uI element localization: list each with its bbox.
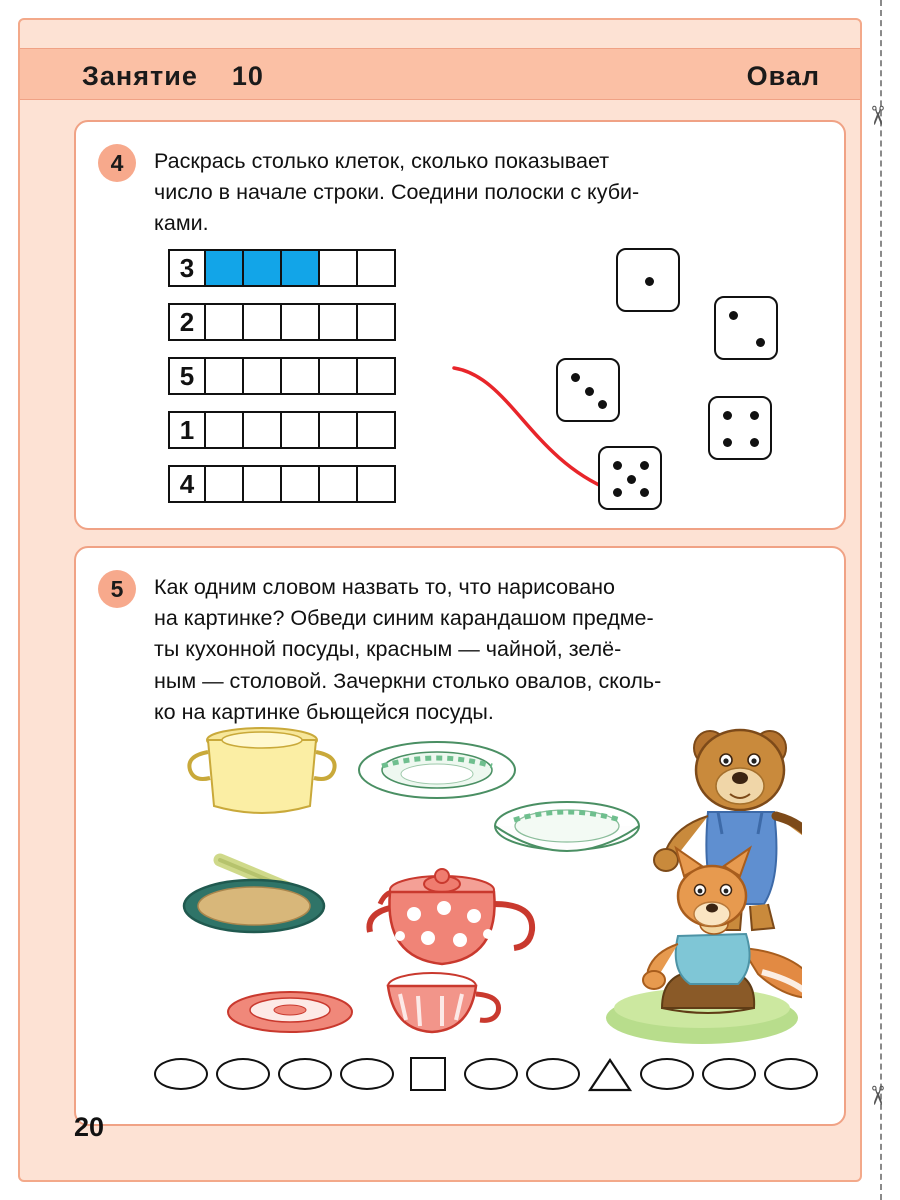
die-2[interactable] xyxy=(714,296,778,360)
dishes-illustration xyxy=(142,708,802,1048)
strip-cell[interactable] xyxy=(206,411,244,449)
lesson-title xyxy=(82,61,264,92)
strip-cell[interactable] xyxy=(282,465,320,503)
strip-number: 3 xyxy=(168,249,206,287)
strip-row-5[interactable] xyxy=(168,465,396,503)
strip-cell[interactable] xyxy=(206,303,244,341)
die-pip xyxy=(571,373,580,382)
oval-shape[interactable] xyxy=(764,1058,818,1090)
page-header xyxy=(20,48,860,100)
die-pip xyxy=(613,488,622,497)
strip-cell[interactable] xyxy=(244,357,282,395)
strip-cell[interactable] xyxy=(244,303,282,341)
die-pip xyxy=(750,411,759,420)
red-polka-dot-teapot-icon xyxy=(369,869,532,964)
strip-cell[interactable] xyxy=(244,411,282,449)
deep-bowl-icon xyxy=(495,802,639,851)
topic-title: Овал xyxy=(746,61,820,91)
strip-cell[interactable] xyxy=(206,465,244,503)
die-pip xyxy=(627,475,636,484)
strip-cell[interactable] xyxy=(358,303,396,341)
task-5-card xyxy=(74,546,846,1126)
die-pip xyxy=(640,461,649,470)
strip-row-3[interactable] xyxy=(168,357,396,395)
oval-shape[interactable] xyxy=(278,1058,332,1090)
die-pip xyxy=(645,277,654,286)
square-shape[interactable] xyxy=(410,1057,446,1091)
strip-cell[interactable] xyxy=(320,249,358,287)
die-3[interactable] xyxy=(556,358,620,422)
oval-shape[interactable] xyxy=(702,1058,756,1090)
task-5-instruction: Как одним словом назвать то, что нарисовано на картинке? Обведи синим карандашом предме- ты кухонной посуды, красным — чайной, зелё- ным — столовой. Зачеркни столько овалов, сколь- ко на картинке бьющейся посуды. xyxy=(154,575,662,724)
strip-row-4[interactable] xyxy=(168,411,396,449)
die-pip xyxy=(756,338,765,347)
green-rimmed-plate-icon xyxy=(359,742,515,798)
die-5[interactable] xyxy=(598,446,662,510)
red-saucer-icon xyxy=(228,992,352,1032)
oval-shape[interactable] xyxy=(154,1058,208,1090)
die-pip xyxy=(585,387,594,396)
die-1[interactable] xyxy=(616,248,680,312)
frying-pan-icon xyxy=(184,860,324,932)
strip-cell[interactable] xyxy=(206,249,244,287)
strip-number: 4 xyxy=(168,465,206,503)
lesson-number: 10 xyxy=(231,61,264,91)
strip-cell[interactable] xyxy=(358,249,396,287)
die-pip xyxy=(729,311,738,320)
task-4-instruction: Раскрась столько клеток, сколько показывает число в начале строки. Соедини полоски с куби- ками. xyxy=(154,149,640,236)
cut-line xyxy=(880,0,882,1200)
page-sheet xyxy=(18,18,862,1182)
strip-cell[interactable] xyxy=(244,465,282,503)
oval-shape[interactable] xyxy=(640,1058,694,1090)
triangle-shape[interactable] xyxy=(588,1056,632,1094)
lesson-label: Занятие xyxy=(82,61,198,91)
strip-cell[interactable] xyxy=(358,357,396,395)
strip-cell[interactable] xyxy=(320,303,358,341)
strip-number: 1 xyxy=(168,411,206,449)
die-pip xyxy=(640,488,649,497)
red-striped-cup-icon xyxy=(388,973,499,1032)
yellow-pot-icon xyxy=(189,728,334,813)
scissors-icon: ✂ xyxy=(862,1084,893,1107)
die-pip xyxy=(723,438,732,447)
page-number: 20 xyxy=(74,1112,105,1142)
strip-cell[interactable] xyxy=(244,249,282,287)
oval-shape[interactable] xyxy=(526,1058,580,1090)
task-5-badge: 5 xyxy=(98,570,136,608)
scissors-icon: ✂ xyxy=(862,104,893,127)
strip-row-1[interactable] xyxy=(168,249,396,287)
oval-shape[interactable] xyxy=(340,1058,394,1090)
strip-cell[interactable] xyxy=(282,249,320,287)
strip-number: 5 xyxy=(168,357,206,395)
strip-number: 2 xyxy=(168,303,206,341)
strip-cell[interactable] xyxy=(320,465,358,503)
die-pip xyxy=(613,461,622,470)
oval-shape[interactable] xyxy=(216,1058,270,1090)
shape-row xyxy=(154,1054,774,1098)
strip-cell[interactable] xyxy=(282,303,320,341)
strip-cell[interactable] xyxy=(320,411,358,449)
strip-cell[interactable] xyxy=(282,357,320,395)
die-4[interactable] xyxy=(708,396,772,460)
strip-cell[interactable] xyxy=(358,465,396,503)
strip-cell[interactable] xyxy=(358,411,396,449)
die-pip xyxy=(750,438,759,447)
task-4-badge: 4 xyxy=(98,144,136,182)
strip-cell[interactable] xyxy=(282,411,320,449)
task-4-card xyxy=(74,120,846,530)
die-pip xyxy=(723,411,732,420)
fox-character-icon xyxy=(643,848,802,1013)
strip-cell[interactable] xyxy=(206,357,244,395)
die-pip xyxy=(598,400,607,409)
strip-row-2[interactable] xyxy=(168,303,396,341)
strip-cell[interactable] xyxy=(320,357,358,395)
oval-shape[interactable] xyxy=(464,1058,518,1090)
